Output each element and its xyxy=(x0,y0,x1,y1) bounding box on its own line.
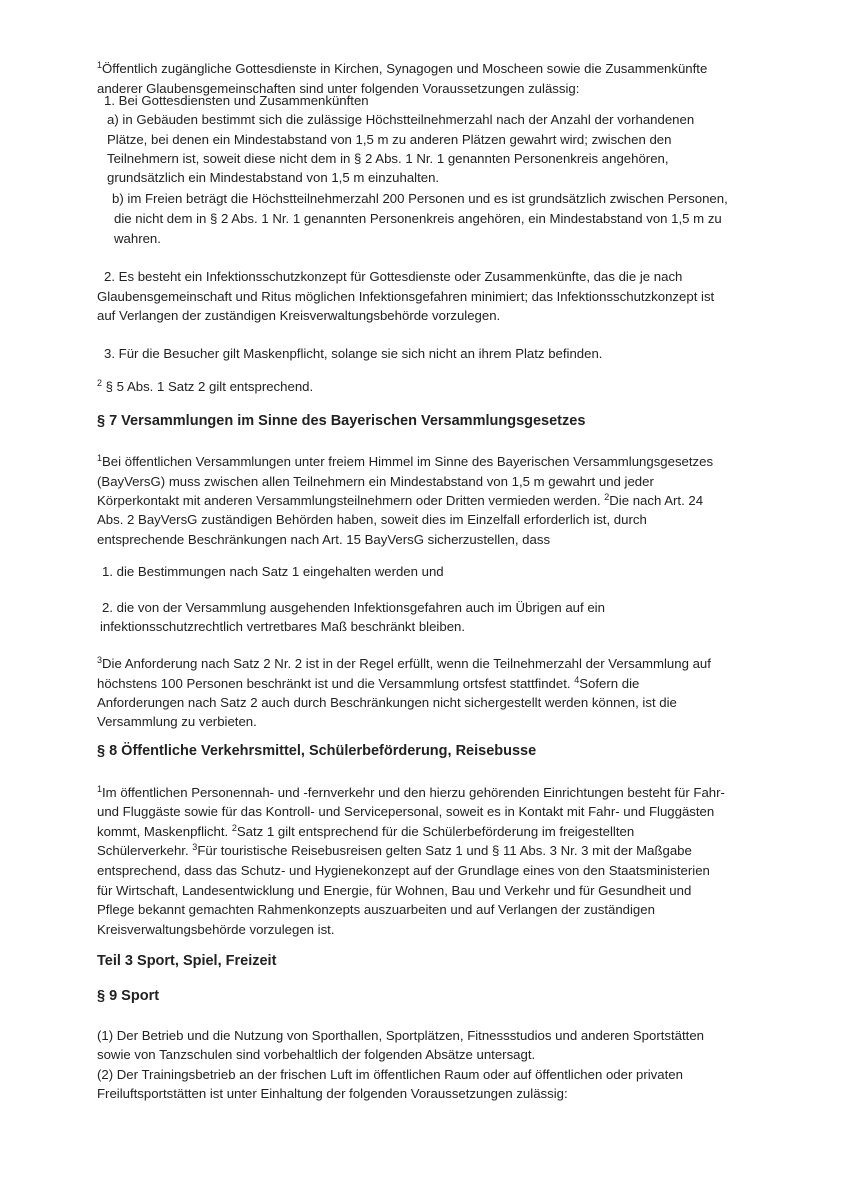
text-line xyxy=(97,695,677,711)
text-line xyxy=(97,1086,568,1102)
text-segment: höchstens 100 Personen beschränkt ist und die Versammlung ortsfest stattfindet. xyxy=(97,676,575,691)
text-line xyxy=(97,61,707,77)
text-segment: Im öffentlichen Personennah- und -fernverkehr und den hierzu gehörenden Einrichtungen besteht für Fahr- xyxy=(102,785,725,800)
sentence-number: 1 xyxy=(97,60,103,70)
text-segment: 1. die Bestimmungen nach Satz 1 eingehalten werden und xyxy=(102,564,444,579)
text-segment: Glaubensgemeinschaft und Ritus möglichen Infektionsgefahren minimiert; das Infektionsschutzkonzept ist xyxy=(97,289,715,304)
text-line xyxy=(102,564,444,580)
text-segment: 3. Für die Besucher gilt Maskenpflicht, solange sie sich nicht an ihrem Platz befinden. xyxy=(104,346,603,361)
text-segment: sowie von Tanzschulen sind vorbehaltlich der folgenden Absätze untersagt. xyxy=(97,1047,536,1062)
text-line xyxy=(97,922,335,938)
text-segment: Anforderungen nach Satz 2 auch durch Beschränkungen nicht sichergestellt werden können, ist die xyxy=(97,695,677,710)
text-line xyxy=(97,474,654,490)
text-segment: wahren. xyxy=(114,231,161,246)
text-segment: (1) Der Betrieb und die Nutzung von Sporthallen, Sportplätzen, Fitnessstudios und anderen Sportstätten xyxy=(97,1028,704,1043)
text-segment: Sofern die xyxy=(579,676,640,691)
sentence-number: 3 xyxy=(192,842,198,852)
heading-text xyxy=(97,953,276,969)
sentence-number: 1 xyxy=(97,784,103,794)
sentence-number: 1 xyxy=(97,453,103,463)
text-segment: infektionsschutzrechtlich vertretbares Maß beschränkt bleiben. xyxy=(100,619,466,634)
sentence-number: 2 xyxy=(604,492,610,502)
text-segment: auf Verlangen der zuständigen Kreisverwaltungsbehörde vorzulegen. xyxy=(97,308,501,323)
text-line xyxy=(97,379,313,395)
text-segment: Öffentlich zugängliche Gottesdienste in Kirchen, Synagogen und Moscheen sowie die Zusammenkünfte xyxy=(102,61,708,76)
sentence-number: 2 xyxy=(97,378,103,388)
heading-text xyxy=(97,413,585,429)
text-segment: entsprechende Beschränkungen nach Art. 15 BayVersG sicherzustellen, dass xyxy=(97,532,551,547)
text-segment: b) im Freien beträgt die Höchstteilnehmerzahl 200 Personen und es ist grundsätzlich zwischen Personen, xyxy=(112,191,728,206)
text-segment: kommt, Maskenpflicht. xyxy=(97,824,232,839)
text-segment: für Wirtschaft, Landesentwicklung und Energie, für Wohnen, Bau und Verkehr und für Gesundheit und xyxy=(97,883,692,898)
text-line xyxy=(107,170,439,186)
text-segment: entsprechend, dass das Schutz- und Hygienekonzept auf der Grundlage eines von den Staatsministerien xyxy=(97,863,710,878)
text-line xyxy=(97,1047,535,1063)
text-line xyxy=(104,93,369,109)
text-segment: anderer Glaubensgemeinschaften sind unter folgenden Voraussetzungen zulässig: xyxy=(97,81,580,96)
text-segment: (BayVersG) muss zwischen allen Teilnehmern ein Mindestabstand von 1,5 m gewahrt und jeder xyxy=(97,474,654,489)
text-segment: die nicht dem in § 2 Abs. 1 Nr. 1 genannten Personenkreis angehören, ein Mindestabstand von 1,5 m zu xyxy=(114,211,722,226)
text-line xyxy=(97,824,634,840)
text-segment: Bei öffentlichen Versammlungen unter freiem Himmel im Sinne des Bayerischen Versammlungsgesetzes xyxy=(102,454,714,469)
text-line xyxy=(112,191,728,207)
heading-text xyxy=(97,988,159,1004)
text-line xyxy=(97,512,647,528)
text-line xyxy=(107,112,694,128)
text-segment: § 7 Versammlungen im Sinne des Bayerischen Versammlungsgesetzes xyxy=(97,413,586,429)
text-segment: 2. die von der Versammlung ausgehenden Infektionsgefahren auch im Übrigen auf ein xyxy=(102,600,605,615)
text-line xyxy=(97,714,257,730)
text-segment: Teilnehmern ist, soweit diese nicht dem in § 2 Abs. 1 Nr. 1 genannten Personenkreis angehören, xyxy=(107,151,669,166)
text-segment: Pflege bekannt gemachten Rahmenkonzepts auszuarbeiten und auf Verlangen der zuständigen xyxy=(97,902,655,917)
text-segment: Die nach Art. 24 xyxy=(609,493,704,508)
text-line xyxy=(104,269,682,285)
text-segment: Versammlung zu verbieten. xyxy=(97,714,257,729)
text-line xyxy=(97,883,691,899)
text-line xyxy=(114,231,161,247)
text-line xyxy=(97,454,713,470)
text-segment: Abs. 2 BayVersG zuständigen Behörden haben, soweit dies im Einzelfall erforderlich ist, durch xyxy=(97,512,647,527)
text-segment: (2) Der Trainingsbetrieb an der frischen Luft im öffentlichen Raum oder auf öffentlichen oder privaten xyxy=(97,1067,683,1082)
text-segment: Die Anforderung nach Satz 2 Nr. 2 ist in der Regel erfüllt, wenn die Teilnehmerzahl der Versammlung auf xyxy=(102,656,711,671)
text-segment: Plätze, bei denen ein Mindestabstand von 1,5 m zu anderen Plätzen gewahrt wird; zwischen den xyxy=(107,132,672,147)
text-segment: § 5 Abs. 1 Satz 2 gilt entsprechend. xyxy=(102,379,314,394)
text-segment: Teil 3 Sport, Spiel, Freizeit xyxy=(97,953,277,969)
text-line xyxy=(107,151,669,167)
text-line xyxy=(104,346,602,362)
text-segment: Satz 1 gilt entsprechend für die Schülerbeförderung im freigestellten xyxy=(236,824,635,839)
text-line xyxy=(97,804,714,820)
text-segment: § 9 Sport xyxy=(97,988,160,1004)
text-segment: § 8 Öffentliche Verkehrsmittel, Schülerbeförderung, Reisebusse xyxy=(97,743,537,759)
text-segment: Körperkontakt mit anderen Versammlungsteilnehmern oder Dritten vermieden werden. xyxy=(97,493,605,508)
text-line xyxy=(97,1028,704,1044)
text-line xyxy=(100,619,465,635)
heading-text xyxy=(97,743,536,759)
text-segment: Schülerverkehr. xyxy=(97,843,193,858)
text-line xyxy=(97,289,714,305)
text-line xyxy=(97,676,639,692)
text-segment: 1. Bei Gottesdiensten und Zusammenkünften xyxy=(104,93,369,108)
text-segment: grundsätzlich ein Mindestabstand von 1,5 m einzuhalten. xyxy=(107,170,440,185)
text-line xyxy=(97,493,703,509)
text-line xyxy=(97,902,655,918)
text-segment: a) in Gebäuden bestimmt sich die zulässige Höchstteilnehmerzahl nach der Anzahl der vorhandenen xyxy=(107,112,695,127)
text-segment: und Fluggäste sowie für das Kontroll- und Servicepersonal, soweit es in Kontakt mit Fahr- und Fluggästen xyxy=(97,804,715,819)
text-segment: Kreisverwaltungsbehörde vorzulegen ist. xyxy=(97,922,335,937)
text-line xyxy=(97,656,711,672)
sentence-number: 4 xyxy=(574,675,580,685)
text-line xyxy=(97,785,725,801)
text-segment: 2. Es besteht ein Infektionsschutzkonzept für Gottesdienste oder Zusammenkünfte, das die je nach xyxy=(104,269,683,284)
text-line xyxy=(97,532,550,548)
text-line xyxy=(97,1067,683,1083)
text-line xyxy=(102,600,605,616)
text-line xyxy=(107,132,671,148)
text-line xyxy=(97,863,710,879)
text-line xyxy=(97,843,692,859)
text-line xyxy=(97,308,500,324)
text-line xyxy=(114,211,722,227)
text-segment: Freiluftsportstätten ist unter Einhaltung der folgenden Voraussetzungen zulässig: xyxy=(97,1086,568,1101)
sentence-number: 2 xyxy=(231,823,237,833)
text-segment: Für touristische Reisebusreisen gelten Satz 1 und § 11 Abs. 3 Nr. 3 mit der Maßgabe xyxy=(197,843,692,858)
sentence-number: 3 xyxy=(97,655,103,665)
